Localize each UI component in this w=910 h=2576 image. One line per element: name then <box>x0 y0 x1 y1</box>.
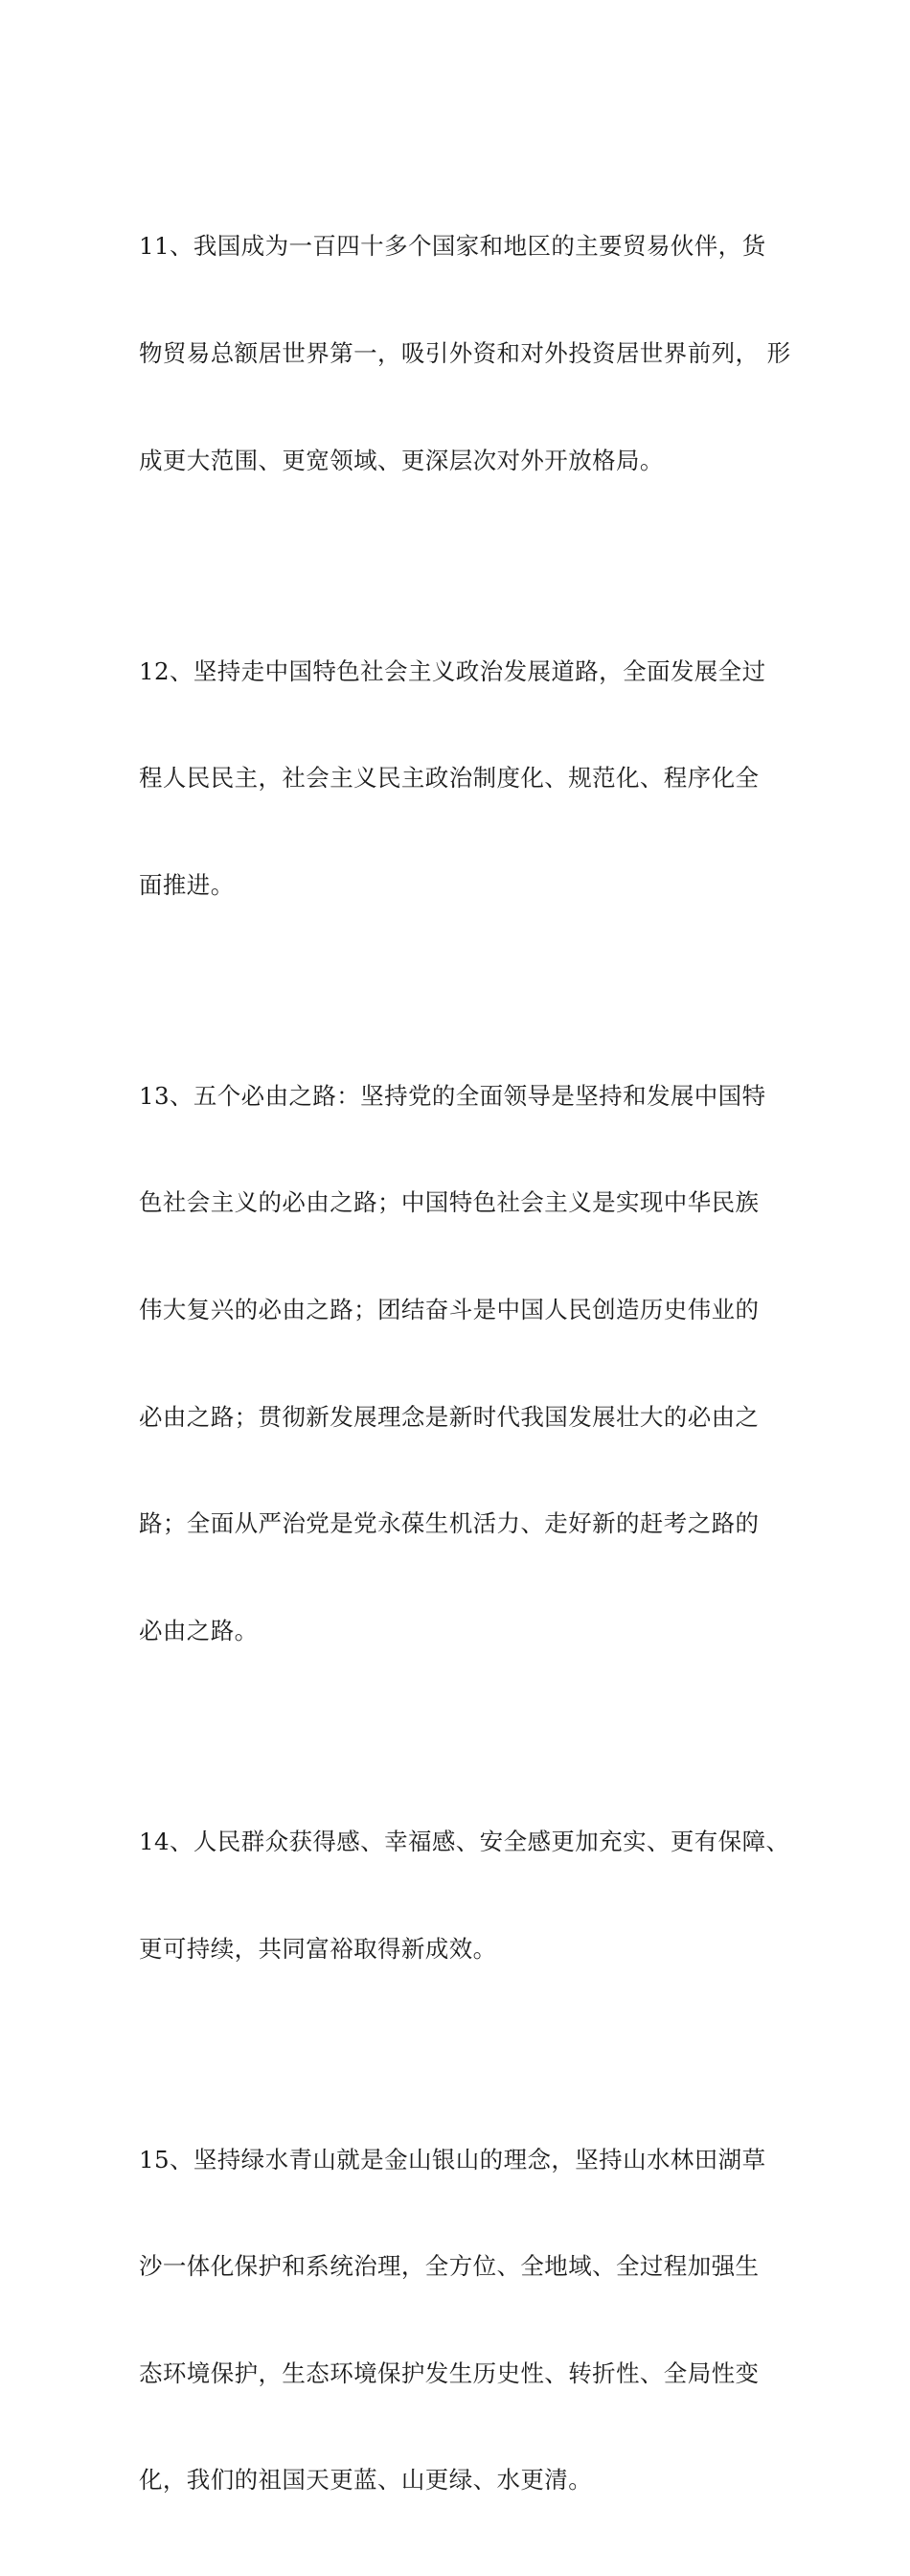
paragraph-line: 成更大范围、更宽领域、更深层次对外开放格局。 <box>139 446 664 474</box>
paragraph-line: 必由之路。 <box>139 1616 259 1644</box>
paragraph-line: 12、坚持走中国特色社会主义政治发展道路，全面发展全过 <box>139 656 766 685</box>
paragraph-line: 化，我们的祖国天更蓝、山更绿、水更清。 <box>139 2466 593 2495</box>
paragraph-line: 色社会主义的必由之路；中国特色社会主义是实现中华民族 <box>139 1188 760 1217</box>
paragraph-line: 11、我国成为一百四十多个国家和地区的主要贸易伙伴，货 <box>139 232 766 261</box>
paragraph-13 <box>139 1006 779 1719</box>
paragraph-line: 态环境保护，生态环境保护发生历史性、转折性、全局性变 <box>139 2358 760 2387</box>
paragraph-14 <box>139 1753 790 2038</box>
paragraph-line: 必由之路；贯彻新发展理念是新时代我国发展壮大的必由之 <box>139 1402 760 1431</box>
paragraph-line: 路；全面从严治党是党永葆生机活力、走好新的赶考之路的 <box>139 1509 760 1538</box>
paragraph-line: 沙一体化保护和系统治理，全方位、全地域、全过程加强生 <box>139 2252 760 2281</box>
paragraph-line: 物贸易总额居世界第一，吸引外资和对外投资居世界前列， 形 <box>139 339 791 368</box>
paragraph-line: 更可持续，共同富裕取得新成效。 <box>139 1934 497 1963</box>
paragraph-15 <box>139 2070 779 2569</box>
paragraph-line: 13、五个必由之路：坚持党的全面领导是坚持和发展中国特 <box>139 1081 766 1110</box>
paragraph-12 <box>139 582 779 974</box>
document-body <box>139 157 791 2576</box>
paragraph-11 <box>139 157 791 549</box>
paragraph-line: 14、人民群众获得感、幸福感、安全感更加充实、更有保障、 <box>139 1827 790 1855</box>
paragraph-line: 面推进。 <box>139 870 235 899</box>
paragraph-line: 15、坚持绿水青山就是金山银山的理念，坚持山水林田湖草 <box>139 2145 766 2174</box>
paragraph-line: 伟大复兴的必由之路；团结奋斗是中国人民创造历史伟业的 <box>139 1296 760 1324</box>
paragraph-line: 程人民民主，社会主义民主政治制度化、规范化、程序化全 <box>139 764 760 793</box>
